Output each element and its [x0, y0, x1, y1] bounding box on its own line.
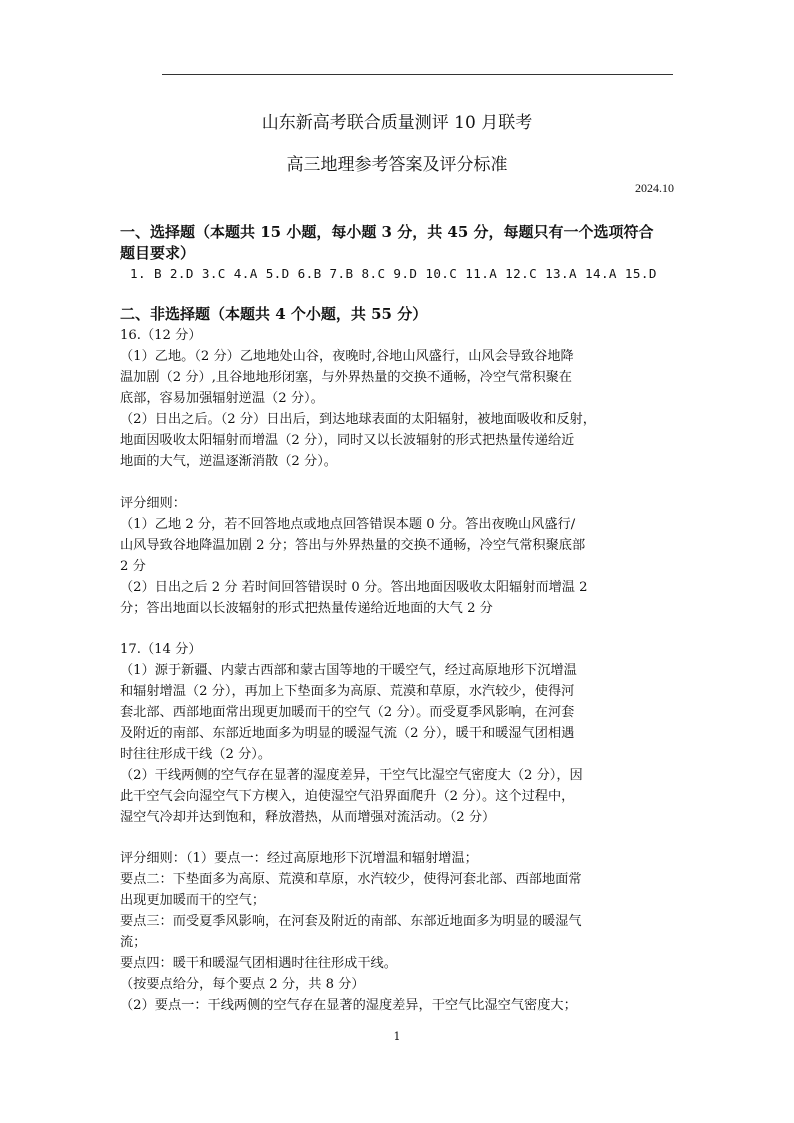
- q17-rubric-line: 出现更加暖而干的空气；: [120, 893, 266, 908]
- q17-answer-line: （1）源于新疆、内蒙古西部和蒙古国等地的干暖空气，经过高原地形下沉增温: [120, 663, 577, 678]
- q16-rubric-heading: 评分细则：: [120, 496, 186, 511]
- q17-answer-line: 此干空气会向湿空气下方楔入，迫使湿空气沿界面爬升（2 分）。这个过程中，: [120, 789, 575, 804]
- q16-rubric-line: 山风导致谷地降温加剧 2 分；答出与外界热量的交换不通畅，冷空气常积聚底部: [120, 538, 586, 553]
- document-subtitle: 高三地理参考答案及评分标准: [286, 155, 508, 175]
- document-date: 2024.10: [635, 181, 674, 195]
- q17-answer-line: （2）干线两侧的空气存在显著的湿度差异，干空气比湿空气密度大（2 分），因: [120, 768, 583, 783]
- q16-rubric-line: 分；答出地面以长波辐射的形式把热量传递给近地面的大气 2 分: [120, 601, 493, 616]
- q16-rubric-line: 2 分: [120, 559, 146, 574]
- q16-answer-line: （2）日出之后。（2 分）日出后，到达地球表面的太阳辐射，被地面吸收和反射，: [120, 412, 596, 427]
- q17-rubric-line: （按要点给分，每个要点 2 分，共 8 分）: [120, 977, 365, 992]
- q17-header: 17.（14 分）: [120, 642, 202, 657]
- q17-answer-line: 套北部、西部地面常出现更加暖而干的空气（2 分）。而受夏季风影响，在河套: [120, 705, 575, 720]
- header-rule: [162, 74, 673, 75]
- page-number: 1: [393, 1030, 401, 1043]
- q16-answer-line: （1）乙地。（2 分）乙地地处山谷，夜晚时,谷地山风盛行，山风会导致谷地降: [120, 349, 574, 364]
- section1-heading-line1: 一、选择题（本题共 15 小题，每小题 3 分，共 45 分，每题只有一个选项符合: [120, 223, 654, 241]
- q17-rubric-line: （2）要点一：干线两侧的空气存在显著的湿度差异，干空气比湿空气密度大；: [120, 998, 577, 1013]
- q17-rubric-line: 要点二：下垫面多为高原、荒漠和草原，水汽较少，使得河套北部、西部地面常: [120, 872, 582, 887]
- document-title: 山东新高考联合质量测评 10 月联考: [261, 113, 533, 133]
- choice-answers: 1. B 2.D 3.C 4.A 5.D 6.B 7.B 8.C 9.D 10.C 11.A 12.C 13.A 14.A 15.D: [130, 266, 657, 281]
- q16-answer-line: 底部，容易加强辐射逆温（2 分）。: [120, 391, 324, 406]
- section1-heading-line2: 题目要求）: [120, 244, 196, 262]
- q16-header: 16.（12 分）: [120, 328, 202, 343]
- section2-heading: 二、非选择题（本题共 4 个小题，共 55 分）: [120, 305, 428, 323]
- q16-rubric-line: （1）乙地 2 分，若不回答地点或地点回答错误本题 0 分。答出夜晚山风盛行/: [120, 517, 576, 532]
- q16-answer-line: 地面因吸收太阳辐射而增温（2 分），同时又以长波辐射的形式把热量传递给近: [120, 433, 575, 448]
- q16-answer-line: 温加剧（2 分）,且谷地地形闭塞，与外界热量的交换不通畅，冷空气常积聚在: [120, 370, 572, 385]
- q17-rubric-line: 要点四：暖干和暖湿气团相遇时往往形成干线。: [120, 956, 397, 971]
- q17-answer-line: 时往往形成干线（2 分）。: [120, 747, 272, 762]
- q17-answer-line: 及附近的南部、东部近地面多为明显的暖湿气流（2 分），暖干和暖湿气团相遇: [120, 726, 575, 741]
- q17-rubric-line: 评分细则：（1）要点一：经过高原地形下沉增温和辐射增温；: [120, 851, 478, 866]
- q17-answer-line: 湿空气冷却并达到饱和，释放潜热，从而增强对流活动。（2 分）: [120, 810, 496, 825]
- q16-answer-line: 地面的大气，逆温逐渐消散（2 分）。: [120, 454, 337, 469]
- q17-rubric-line: 要点三：而受夏季风影响，在河套及附近的南部、东部近地面多为明显的暖湿气: [120, 914, 582, 929]
- q16-rubric-line: （2）日出之后 2 分 若时间回答错误时 0 分。答出地面因吸收太阳辐射而增温 2: [120, 580, 588, 595]
- q17-answer-line: 和辐射增温（2 分），再加上下垫面多为高原、荒漠和草原，水汽较少，使得河: [120, 684, 575, 699]
- q17-rubric-line: 流；: [120, 935, 147, 950]
